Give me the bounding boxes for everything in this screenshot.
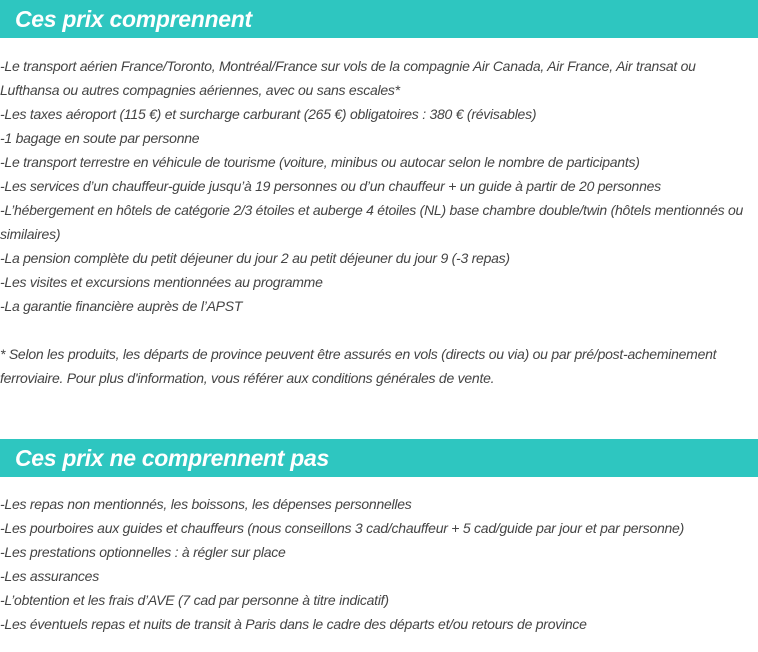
included-section-header [0,0,758,38]
included-item-pension: -La pension complète du petit déjeuner du jour 2 au petit déjeuner du jour 9 (-3 repas) [0,250,510,266]
excluded-item-assurances: -Les assurances [0,568,99,584]
excluded-list [0,492,758,636]
included-item-visites: -Les visites et excursions mentionnées au programme [0,274,323,290]
included-list [0,54,758,318]
included-item-hebergement: -L’hébergement en hôtels de catégorie 2/3 étoiles et auberge 4 étoiles (NL) base chambre double/twin (hôtels mentionnés ou similaires) [0,202,744,242]
included-item-chauffeur-guide: -Les services d’un chauffeur-guide jusqu’à 19 personnes ou d’un chauffeur + un guide à partir de 20 personnes [0,178,661,194]
included-item-garantie: -La garantie financière auprès de l’APST [0,298,243,314]
excluded-item-transit-paris: -Les éventuels repas et nuits de transit à Paris dans le cadre des départs et/ou retours de province [0,616,587,632]
excluded-section-header [0,439,758,477]
included-item-transport-terrestre: -Le transport terrestre en véhicule de tourisme (voiture, minibus ou autocar selon le nombre de participants) [0,154,640,170]
included-item-taxes: -Les taxes aéroport (115 €) et surcharge carburant (265 €) obligatoires : 380 € (révisables) [0,106,537,122]
excluded-item-pourboires: -Les pourboires aux guides et chauffeurs (nous conseillons 3 cad/chauffeur + 5 cad/guide par jour et par personne) [0,520,684,536]
excluded-item-repas: -Les repas non mentionnés, les boissons, les dépenses personnelles [0,496,412,512]
included-item-transport-aerien: -Le transport aérien France/Toronto, Montréal/France sur vols de la compagnie Air Canada, Air France, Air transat ou Lufthansa ou autres compagnies aériennes, avec ou sans escales* [0,58,696,98]
included-section-title: Ces prix comprennent [15,6,252,32]
excluded-item-prestations: -Les prestations optionnelles : à régler sur place [0,544,286,560]
excluded-section-title: Ces prix ne comprennent pas [15,445,329,471]
included-footnote: * Selon les produits, les départs de province peuvent être assurés en vols (directs ou via) ou par pré/post-acheminement ferroviaire. Pour plus d'information, vous référer aux conditions générales de vente. [0,346,717,386]
excluded-item-ave: -L’obtention et les frais d’AVE (7 cad par personne à titre indicatif) [0,592,389,608]
included-item-bagage: -1 bagage en soute par personne [0,130,200,146]
